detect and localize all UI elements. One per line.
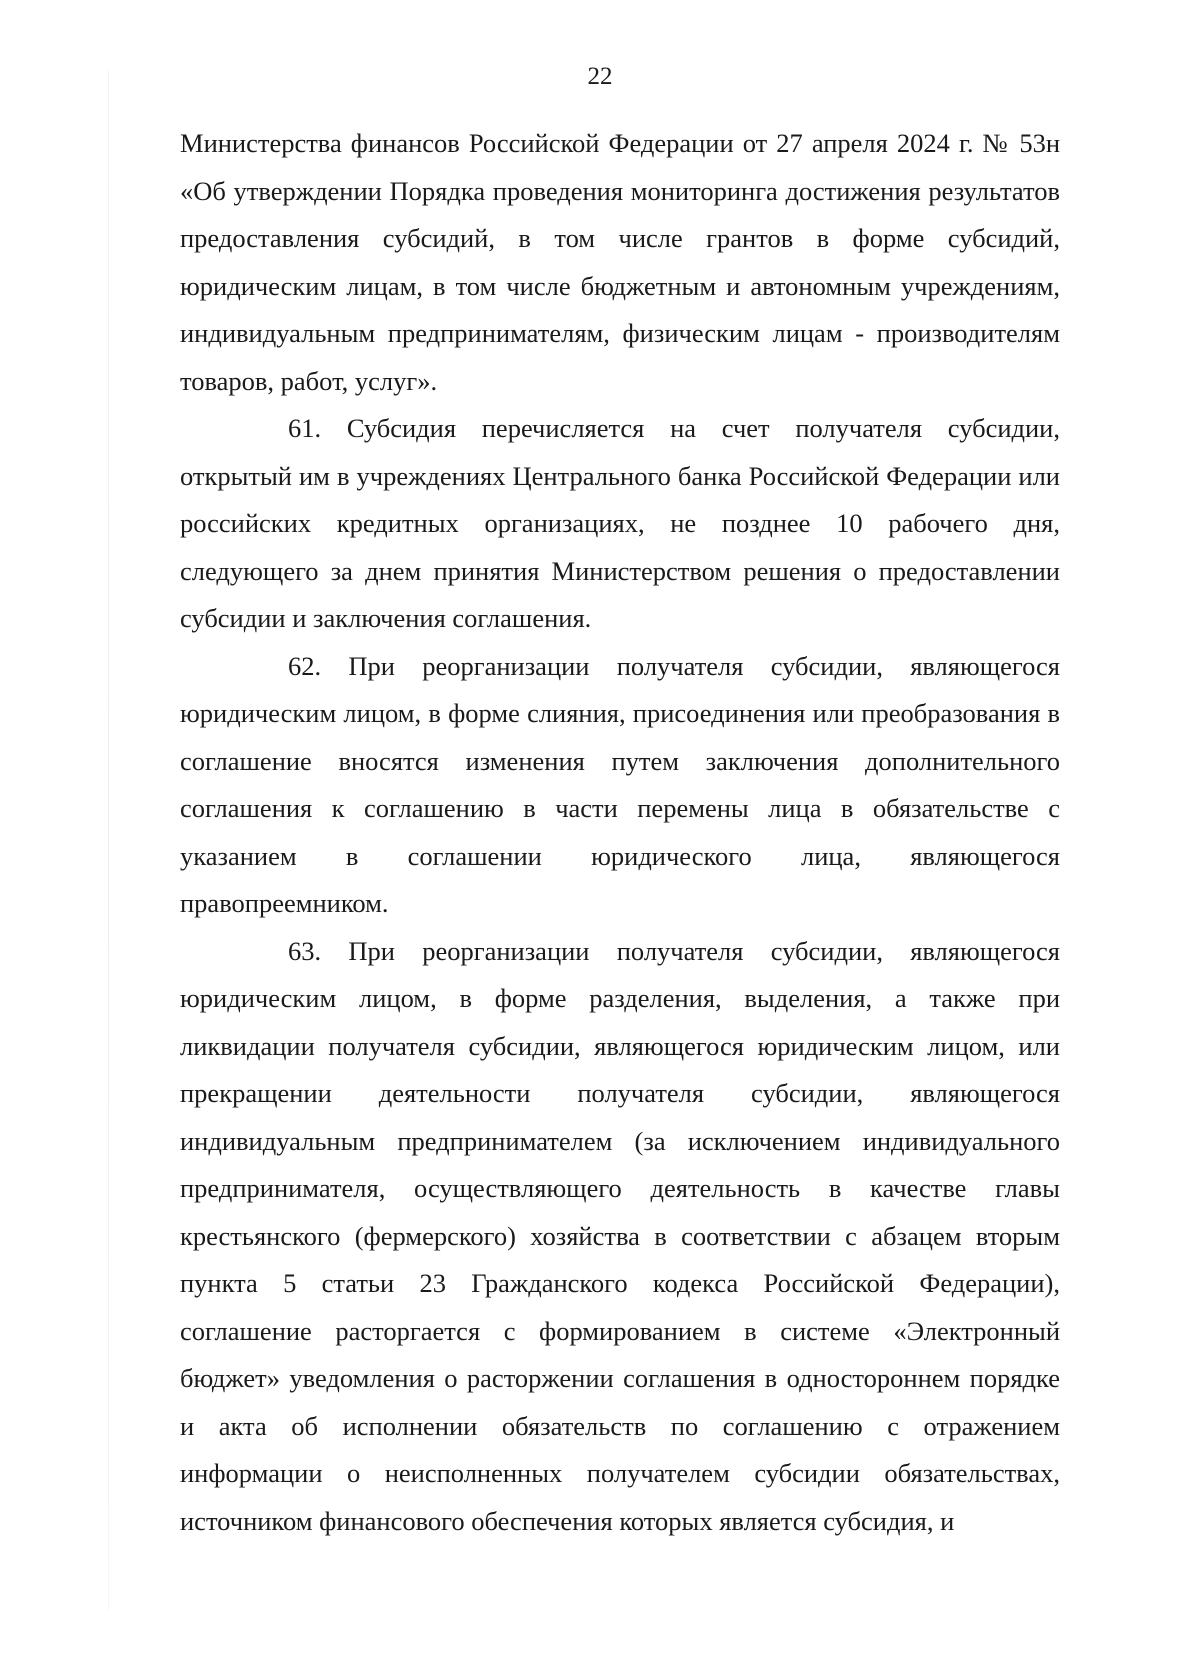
paragraph-item-62: 62. При реорганизации получателя субсидии, являющегося юридическим лицом, в форме слияния, присоединения или преобразования в соглашение вносятся изменения путем заключения дополнительного соглашения к соглашению в части перемены лица в обязательстве с указанием в соглашении юридического лица, являющегося правопреемником.	[180, 650, 1060, 918]
document-body	[180, 120, 1060, 1545]
page-number: 22	[587, 63, 613, 90]
paragraph-item-63: 63. При реорганизации получателя субсидии, являющегося юридическим лицом, в форме разделения, выделения, а также при ликвидации получателя субсидии, являющегося юридическим лицом, или прекращении деятельности получателя субсидии, являющегося индивидуальным предпринимателем (за исключением индивидуального предпринимателя, осуществляющего деятельность в качестве главы крестьянского (фермерского) хозяйства в соответствии с абзацем вторым пункта 5 статьи 23 Гражданского кодекса Российской Федерации), соглашение расторгается с формированием в системе «Электронный бюджет» уведомления о расторжении соглашения в одностороннем порядке и акта об исполнении обязательств по соглашению с отражением информации о неисполненных получателем субсидии обязательствах, источником финансового обеспечения которых является субсидия, и	[180, 935, 1060, 1536]
paragraph-continuation: Министерства финансов Российской Федерации от 27 апреля 2024 г. № 53н «Об утверждении Порядка проведения мониторинга достижения результатов предоставления субсидий, в том числе грантов в форме субсидий, юридическим лицам, в том числе бюджетным и автономным учреждениям, индивидуальным предпринимателям, физическим лицам - производителям товаров, работ, услуг».	[180, 128, 1060, 396]
paragraph-item-61: 61. Субсидия перечисляется на счет получателя субсидии, открытый им в учреждениях Центрального банка Российской Федерации или российских кредитных организациях, не позднее 10 рабочего дня, следующего за днем принятия Министерством решения о предоставлении субсидии и заключения соглашения.	[180, 413, 1060, 633]
scan-edge-shadow	[108, 70, 109, 1610]
